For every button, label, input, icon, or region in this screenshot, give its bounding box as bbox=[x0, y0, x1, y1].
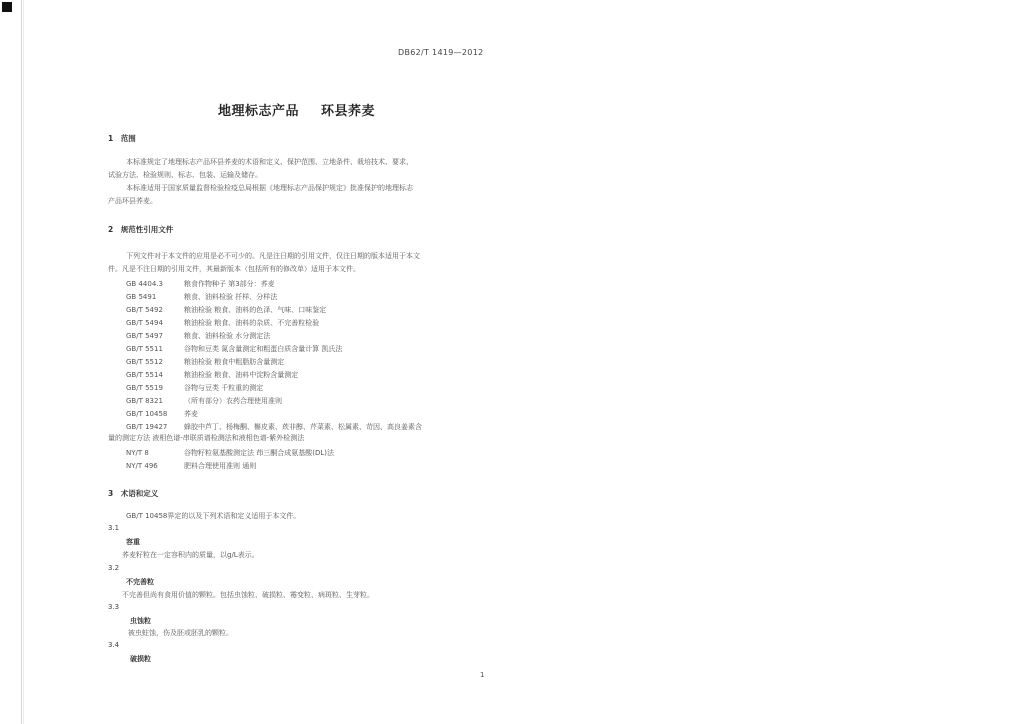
section-1-line: 产品环县荞麦。 bbox=[108, 197, 157, 205]
reference-row bbox=[126, 305, 326, 315]
reference-code: GB/T 10458 bbox=[126, 410, 168, 418]
reference-desc: 粮食作物种子 第3部分：荞麦 bbox=[184, 280, 275, 288]
reference-desc: 粮油检验 粮食、油料的色泽、气味、口味鉴定 bbox=[184, 306, 327, 314]
reference-code: GB/T 5494 bbox=[126, 319, 163, 327]
title-part-1: 地理标志产品 bbox=[218, 104, 300, 119]
term-definition: 被虫蛀蚀，伤及胚或胚乳的颗粒。 bbox=[128, 629, 233, 637]
reference-row bbox=[126, 422, 422, 432]
section-2-heading: 2 规范性引用文件 bbox=[108, 225, 174, 234]
term-number: 3.4 bbox=[108, 641, 120, 649]
reference-code: NY/T 8 bbox=[126, 449, 149, 457]
reference-code: GB/T 5511 bbox=[126, 345, 163, 353]
reference-desc: 谷物籽粒氨基酸测定法 茚三酮合成氨基酸(DL)法 bbox=[184, 449, 334, 457]
reference-row bbox=[126, 448, 334, 458]
reference-desc: 粮食、油料检验 水分测定法 bbox=[184, 332, 271, 340]
scan-fold-line bbox=[21, 0, 22, 724]
term-number: 3.1 bbox=[108, 524, 120, 532]
reference-code: NY/T 496 bbox=[126, 462, 158, 470]
term-number: 3.2 bbox=[108, 564, 120, 572]
reference-desc: 荞麦 bbox=[184, 410, 198, 418]
section-1-line: 本标准适用于国家质量监督检验检疫总局根据《地理标志产品保护规定》批准保护的地理标志 bbox=[126, 184, 413, 192]
term-name: 破损粒 bbox=[130, 655, 151, 663]
reference-desc: 粮食、油料检验 扦样、分样法 bbox=[184, 293, 278, 301]
section-2-intro-line: 下列文件对于本文件的应用是必不可少的。凡是注日期的引用文件，仅注日期的版本适用于本文 bbox=[126, 252, 420, 260]
section-3-heading: 3 术语和定义 bbox=[108, 489, 159, 498]
section-1-line: 试验方法、检验规则、标志、包装、运输及储存。 bbox=[108, 171, 262, 179]
reference-code: GB 4404.3 bbox=[126, 280, 163, 288]
document-code: DB62/T 1419—2012 bbox=[398, 48, 484, 57]
reference-code: GB 5491 bbox=[126, 293, 157, 301]
title-part-2: 环县荞麦 bbox=[321, 104, 376, 119]
reference-code: GB/T 8321 bbox=[126, 397, 163, 405]
term-definition: 不完善但尚有食用价值的颗粒。包括虫蚀粒、破损粒、霉变粒、病斑粒、生芽粒。 bbox=[122, 591, 374, 599]
term-name: 容重 bbox=[126, 538, 140, 546]
reference-row bbox=[126, 357, 284, 367]
term-number: 3.3 bbox=[108, 603, 120, 611]
reference-desc: 谷物和豆类 氮含量测定和粗蛋白质含量计算 凯氏法 bbox=[184, 345, 343, 353]
section-3-intro: GB/T 10458界定的以及下列术语和定义适用于本文件。 bbox=[126, 512, 301, 520]
reference-code: GB/T 5519 bbox=[126, 384, 163, 392]
reference-row bbox=[126, 409, 198, 419]
reference-desc: 蜂胶中芦丁、杨梅酮、槲皮素、莰非醇、芹菜素、松属素、苛因、高良姜素含 bbox=[184, 423, 422, 431]
reference-row bbox=[126, 331, 270, 341]
reference-continuation: 量的测定方法 液相色谱-串联质谱检测法和液相色谱-紫外检测法 bbox=[108, 434, 305, 442]
reference-desc: 粮油检验 粮食、油料中淀粉含量测定 bbox=[184, 371, 299, 379]
section-1-line: 本标准规定了地理标志产品环县荞麦的术语和定义、保护范围、立地条件、栽培技术、要求、 bbox=[126, 158, 413, 166]
reference-row bbox=[126, 292, 277, 302]
reference-row bbox=[126, 461, 256, 471]
reference-code: GB/T 5497 bbox=[126, 332, 163, 340]
reference-code: GB/T 19427 bbox=[126, 423, 168, 431]
section-2-intro-line: 件。凡是不注日期的引用文件，其最新版本（包括所有的修改单）适用于本文件。 bbox=[108, 265, 360, 273]
term-definition: 荞麦籽粒在一定容积内的质量，以g/L表示。 bbox=[122, 551, 259, 559]
reference-desc: 肥料合理使用准则 通则 bbox=[184, 462, 257, 470]
reference-row bbox=[126, 279, 275, 289]
scan-corner-mark bbox=[2, 2, 12, 12]
scan-fold-line-shadow bbox=[23, 0, 24, 724]
document-title bbox=[218, 100, 375, 119]
reference-desc: 粮油检验 粮食中粗脂肪含量测定 bbox=[184, 358, 285, 366]
reference-code: GB/T 5492 bbox=[126, 306, 163, 314]
reference-desc: 粮油检验 粮食、油料的杂质、不完善粒检验 bbox=[184, 319, 320, 327]
term-name: 虫蚀粒 bbox=[130, 617, 151, 625]
reference-code: GB/T 5514 bbox=[126, 371, 163, 379]
term-name: 不完善粒 bbox=[126, 578, 154, 586]
reference-row bbox=[126, 344, 342, 354]
page-number: 1 bbox=[480, 671, 485, 679]
reference-code: GB/T 5512 bbox=[126, 358, 163, 366]
reference-row bbox=[126, 318, 319, 328]
reference-desc: 谷物与豆类 千粒重的测定 bbox=[184, 384, 264, 392]
section-1-heading: 1 范围 bbox=[108, 134, 136, 143]
reference-row bbox=[126, 370, 298, 380]
reference-row bbox=[126, 383, 263, 393]
reference-row bbox=[126, 396, 282, 406]
reference-desc: （所有部分）农药合理使用准则 bbox=[184, 397, 282, 405]
